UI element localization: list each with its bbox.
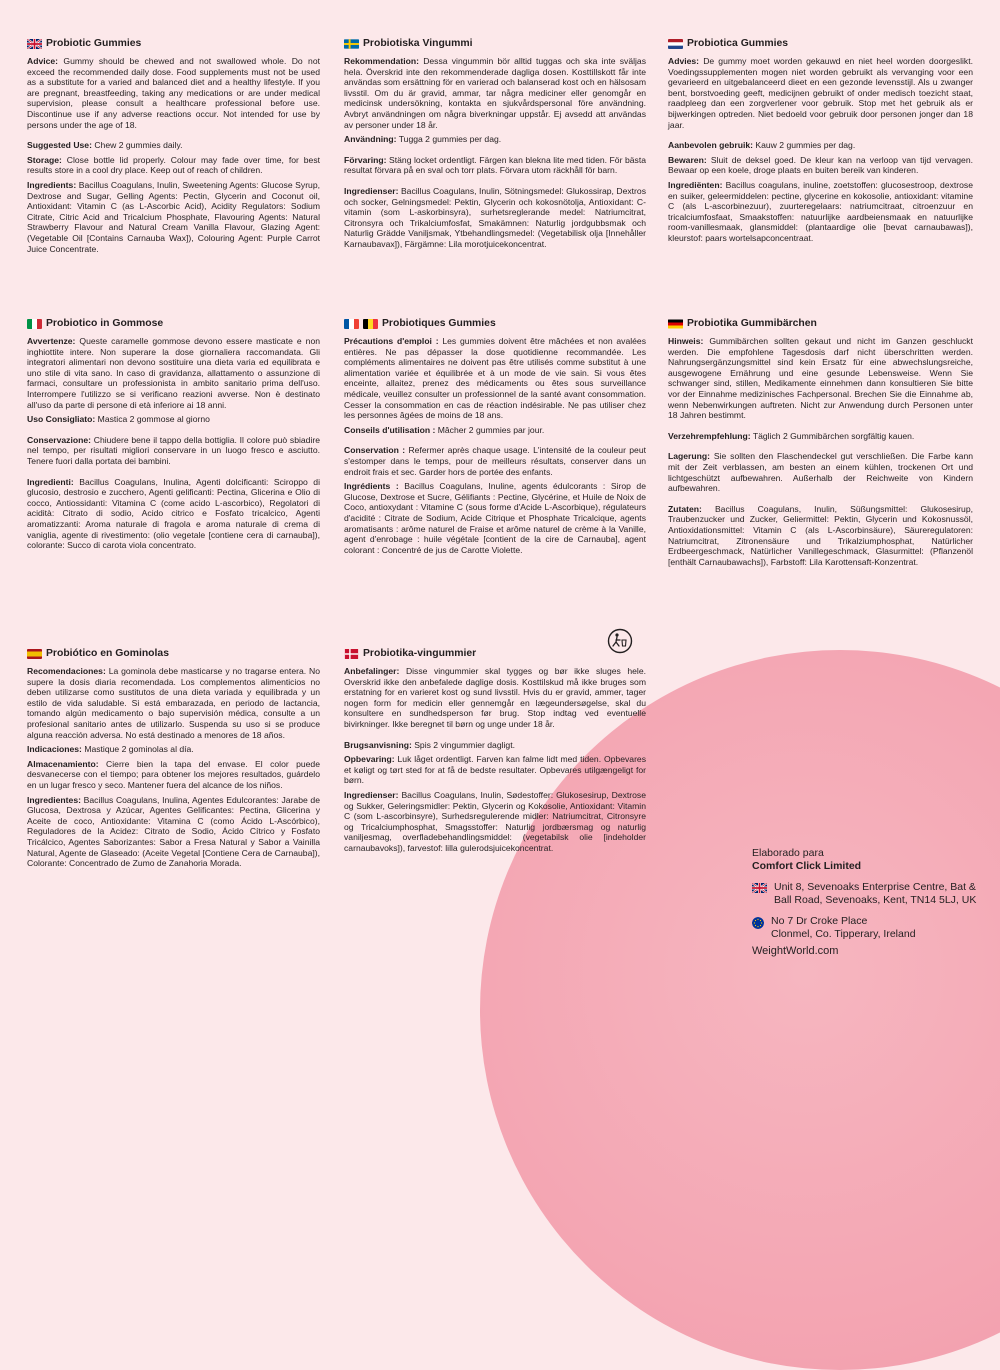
storage-label: Conservazione:: [27, 434, 91, 445]
section-title: Probiótico en Gominolas: [46, 648, 169, 659]
storage-text: Cierre bien la tapa del envase. El color puede desvanecerse con el tiempo; para obtener los mejores resultados, guárdelo en un lugar fresco y seco. Mantener fuera del alcance de los niños.: [27, 758, 320, 790]
advice-label: Précautions d'emploi :: [344, 336, 439, 346]
italy-flag-icon: [27, 319, 42, 329]
section-title: Probiotiques Gummies: [382, 318, 496, 329]
storage-label: Bewaren:: [668, 154, 707, 165]
advice-text: Les gummies doivent être mâchées et non avalées entières. Ne pas dépasser la dose quotidienne recommandée. Les compléments alimentaires ne doivent pas être utilisés comme substitut à une alimentation variée et équilibrée et à un mode de vie sain. Si vous êtes enceinte, allaitez, prenez des médicaments ou êtes sous surveillance médicale, veuillez consulter un professionnel de la santé avant consommation. Cesser la consommation en cas de réaction indésirable. Ne pas utiliser chez les personnes âgées de moins de 18 ans.: [344, 336, 647, 421]
use-text: Chew 2 gummies daily.: [94, 140, 183, 151]
section-title: Probiotic Gummies: [46, 38, 142, 49]
storage-text: Sluit de deksel goed. De kleur kan na verloop van tijd vervagen. Bewaar op een koele, droge plaats en buiten bereik van kinderen.: [668, 154, 974, 176]
advice-text: Gummibärchen sollten gekaut und nicht im Ganzen geschluckt werden. Die empfohlene Tagesdosis darf nicht überschritten werden. Nahrungsergänzungsmittel sind kein Ersatz für eine abwechslungsreiche, ausgewogene Ernährung und eine gesunde Lebensweise. Wenn Sie schwanger sind, stillen, Medikamente einnehmen dann konsultieren Sie bitte vor der Einnahme medizinisches Fachpersonal. Brechen Sie die Einnahme ab, wenn Nebenwirkungen auftreten. Nicht zur Anwendung durch Personen unter 18 Jahren bestimmt.: [668, 336, 973, 421]
advice-text: La gominola debe masticarse y no tragarse entera. No supere la dosis diaria recomendada. Los complementos alimenticios no deben utilizarse como sustitutos de una dieta variada y equilibrada y un estilo de vida saludable. Si está embarazada, en periodo de lactancia, tomando algún medicamento o bajo supervisión médica, consulte a un profesional sanitario antes de utilizarlo. Suspenda su uso si se produce alguna reacción adversa. No está destinado a menores de 18 años.: [27, 666, 320, 740]
storage-text: Sie sollten den Flaschendeckel gut verschließen. Die Farbe kann mit der Zeit verblassen, am besten an einem kühlen, trockenen Ort und lichtgeschützt aufbewahren. Außerhalb der Reichweite von Kindern aufbewahren.: [668, 451, 973, 494]
storage-label: Conservation :: [344, 445, 406, 456]
uk-flag-icon: [27, 39, 42, 49]
ingredients-text: Bacillus Coagulans, Inulina, Agenti dolcificanti: Sciroppo di glucosio, destrosio e zucchero, Agenti gelificanti: Pectina, Glicerina e Olio di cocco, Antiossidanti: Vitamina C (come acido L-ascorbico), Regolatori di acidità: Citrato di sodio, Acido citrico e Fosfato tricalcico, Agenti aromatizzanti: Aroma naturale di fragola e aroma naturale di crema di vaniglia, agente di rivestimento: (olio vegetale [contiene cera di carnauba]), colorante: Succo di carota viola concentrato.: [27, 476, 320, 551]
use-text: Tugga 2 gummies per dag.: [398, 134, 502, 145]
section-title: Probiotiska Vingummi: [363, 38, 473, 49]
use-text: Täglich 2 Gummibärchen sorgfältig kauen.: [752, 430, 915, 441]
ingredients-text: Bacillus coagulans, inuline, zoetstoffen: glucosestroop, dextrose en suiker, geleermiddelen: pectine, glycerine en kokosolie, antioxidant: vitamine C (als L-ascorbinezuur), zuurteregelaars: natriumcitraat, citroenzuur en tricalciumfosfaat, Smaakstoffen: natuurlijke aardbeiensmaak en natuurlijke room-vanillesmaak, glansmiddel: (plantaardige olie [bevat carnaubawas]), kleurstof: paars wortelsapconcentraat.: [668, 179, 973, 243]
advice-text: Queste caramelle gommose devono essere masticate e non inghiottite intere. Non superare la dose giornaliera raccomandata. Gli integratori alimentari non devono sostituire una dieta varia ed equilibrata e uno stile di vita sano. In caso di gravidanza, allattamento o assunzione di farmaci, consultare un professionista in ambito sanitario prima dell'uso. Interrompere l'utilizzo se si verificano reazioni avverse. Non è destinato all'uso da parte di persone di età inferiore ai 18 anni.: [27, 336, 321, 410]
netherlands-flag-icon: [668, 39, 683, 49]
ingredients-text: Bacillus Coagulans, Inulin, Sötningsmedel: Glukossirap, Dextros och socker, Gelningsmedel: Pektin, Glycerin och kokosnötolja, Antioxidant: C-vitamin (som L-askorbinsyra), surhetsreglerande medel: Natriumcitrat, Citronsyra och Trikalciumfosfat, Smakämnen: Naturlig jordgubbsmak och Naturlig Grädde Vaniljsmak, Ytbehandlingsmedel: (Vegetabilisk olja [Innehåller Karnaubavax]), Färgämne: Lila morotjuicekoncentrat.: [344, 185, 646, 249]
company-name: Comfort Click Limited: [752, 860, 862, 872]
ingredients-text: Bacillus Coagulans, Inulin, Sweetening Agents: Glucose Syrup, Dextrose and Sugar, Gelling Agents: Pectin, Glycerin and Coconut oil, Antioxidant: Vitamin C (as L-Ascorbic Acid), Acidity Regulators: Sodium Citrate, Citric Acid and Tricalcium Phosphate, Flavouring Agents: Natural Strawberry Flavour and Natural Cream Vanilla Flavour, Glazing Agent: (Vegetable Oil [Contains Carnauba Wax]), Colouring Agent: Purple Carrot Juice Concentrate.: [27, 179, 321, 254]
storage-label: Almacenamiento:: [27, 758, 99, 769]
section-title: Probiotico in Gommose: [46, 318, 164, 329]
storage-text: Refermer après chaque usage. L'intensité de la couleur peut s'estomper dans le temps, pour de meilleurs résultats, conserver dans un endroit frais et sec. Garder hors de portée des enfants.: [344, 445, 646, 477]
uk-address: Unit 8, Sevenoaks Enterprise Centre, Bat & Ball Road, Sevenoaks, Kent, TN14 5LJ, UK: [774, 881, 977, 906]
use-text: Mastique 2 gominolas al día.: [84, 744, 194, 755]
use-label: Brugsanvisning:: [344, 739, 412, 750]
use-text: Mastica 2 gommose al giorno: [97, 414, 210, 425]
ingredients-text: Bacillus Coagulans, Inulin, Sødestoffer: Glukosesirup, Dextrose og Sukker, Geleringsmidler: Pektin, Glycerin og Kokosolie, Antioxidant: Vitamin C (som L-ascorbinsyre), Surhedsregulerende midler: Natriumcitrat, Citronsyre og Tricalciumphosphat, Smagsstoffer: Naturlig jordbærsmag og naturlig vaniljesmag, overfladebehandlingsmiddel: (vegetabilsk olie [indeholder carnaubavoks]), farvestof: lilla gulerodsjuicekoncentrat.: [344, 789, 647, 853]
use-label: Aanbevolen gebruik:: [668, 140, 753, 151]
sweden-flag-icon: [344, 39, 359, 49]
storage-text: Luk låget ordentligt. Farven kan falme lidt med tiden. Opbevares et køligt og tørt sted for at få de bedste resultater. Opbevares utilgængeligt for børn.: [344, 754, 647, 786]
ie-address-line-1: No 7 Dr Croke Place: [771, 915, 868, 927]
section-german: [668, 318, 973, 571]
ingredients-label: Ingrédients :: [344, 481, 399, 492]
advice-label: Advies:: [668, 56, 700, 66]
denmark-flag-icon: [344, 649, 359, 659]
storage-label: Opbevaring:: [344, 754, 395, 765]
ingredients-label: Ingredienser:: [344, 789, 399, 800]
section-title: Probiotica Gummies: [687, 38, 789, 49]
use-label: Användning:: [344, 134, 397, 145]
storage-label: Förvaring:: [344, 154, 387, 165]
germany-flag-icon: [668, 319, 683, 329]
section-danish: [344, 648, 646, 858]
advice-label: Rekommendation:: [344, 56, 419, 66]
ingredients-text: Bacillus Coagulans, Inulina, Agentes Edulcorantes: Jarabe de Glucosa, Dextrosa y Azúcar, Agentes Gelificantes: Pectina, Glicerina y Aceite de coco, Antioxidante: Vitamina C (como Ácido L-Ascórbico), Reguladores de la Acidez: Citrato de Sodio, Ácido Cítrico y Fosfato Tricálcico, Agentes Saborizantes: Sabor a Fresa Natural y Sabor a Vainilla Natural, Agente de Glaseado: (Aceite Vegetal [Contiene Cera de Carnauba]), Colorante: Concentrado de Zumo de Zanahoria Morada.: [27, 794, 320, 869]
storage-text: Chiudere bene il tappo della bottiglia. Il colore può sbiadire nel tempo, per risultati migliori conservare in un luogo fresco e asciutto. Tenere fuori dalla portata dei bambini.: [27, 434, 321, 466]
section-italian: [27, 318, 320, 555]
advice-label: Advice:: [27, 56, 59, 66]
belgium-flag-icon: [363, 319, 378, 329]
storage-label: Lagerung:: [668, 451, 711, 462]
section-title: Probiotika-vingummier: [363, 648, 477, 659]
use-label: Verzehrempfehlung:: [668, 430, 751, 441]
advice-text: De gummy moet worden gekauwd en niet heel worden doorgeslikt. Voedingssupplementen mogen niet worden gebruikt als vervanging voor een gevarieerd en uitgebalanceerd dieet en een gezonde levensstijl. Als u zwanger bent, borstvoeding geeft, medicijnen gebruikt of onder medisch toezicht staat, raadpleeg dan een zorgverlener voor gebruik. Stop met het gebruik als er bijwerkingen optreden. Niet bedoeld voor gebruik door personen jonger dan 18 jaar.: [668, 56, 973, 130]
section-spanish: [27, 648, 320, 873]
ingredients-text: Bacillus Coagulans, Inulin, Süßungsmittel: Glukosesirup, Traubenzucker und Zucker, Geliermittel: Pektin, Glycerin und Kokosnussöl, Antioxidationsmittel: Vitamin C (als L-Ascorbinsäure), Säureregulatoren: Natriumcitrat, Zitronensäure und Trikalziumphosphat, Natürlicher Erdbeergeschmack, Natürlicher Vanillegeschmack, Glasurmittel: (Pflanzenöl [enthält Carnaubawachs]), Farbstoff: Lila Karottensaft-Konzentrat.: [668, 503, 973, 567]
ie-address-line-2: Clonmel, Co. Tipperary, Ireland: [771, 928, 916, 940]
section-title: Probiotika Gummibärchen: [687, 318, 817, 329]
eu-flag-icon: [752, 917, 764, 929]
advice-text: Dessa vingummin bör alltid tuggas och ska inte sväljas hela. Överskrid inte den rekommenderade dagliga dosen. Kosttillskott får inte användas som ersättning för en varierad och balanserad kost och en hälsosam livsstil. Om du är gravid, ammar, tar några mediciner eller genomgår en medicinsk undersökning, kontakta en sjukvårdspersonal före användning. Avbryt användningen om några biverkningar uppstår. Ej avsedd att användas av personer under 18 år.: [344, 56, 647, 130]
advice-text: Disse vingummier skal tygges og bør ikke sluges hele. Overskrid ikke den anbefalede daglige dosis. Kosttilskud må ikke bruges som erstatning for en varieret kost og sund livsstil. Hvis du er gravid, ammer, tager nogen form for medicin eller gennemgår en lægeundersøgelse, skal du konsultere en sundhedsperson før brug. Stop indtag ved eventuelle bivirkninger. Ikke beregnet til børn og unge under 18 år.: [344, 666, 646, 729]
use-text: Kauw 2 gummies per dag.: [755, 140, 856, 151]
tidyman-recycle-icon: [607, 628, 633, 654]
use-label: Conseils d'utilisation :: [344, 424, 436, 435]
use-text: Mâcher 2 gummies par jour.: [437, 424, 545, 435]
use-label: Suggested Use:: [27, 140, 92, 151]
manufacturer-info: [752, 847, 982, 958]
advice-text: Gummy should be chewed and not swallowed whole. Do not exceed the recommended daily dose. Food supplements must not be used as a substitute for a varied and balanced diet and a healthy lifestyle. If you are pregnant, breastfeeding, taking any medications or are under medical supervision, please consult a healthcare professional before use. Discontinue use if any adverse reactions occur. Not intended for use by persons under the age of 18.: [27, 56, 320, 130]
advice-label: Hinweis:: [668, 336, 704, 346]
uk-flag-icon: [752, 883, 767, 893]
section-french: [344, 318, 646, 559]
ingredients-label: Ingredients:: [27, 179, 77, 190]
advice-label: Avvertenze:: [27, 336, 76, 346]
ingredients-label: Ingredienser:: [344, 185, 399, 196]
spain-flag-icon: [27, 649, 42, 659]
made-for-label: Elaborado para: [752, 847, 824, 859]
ingredients-text: Bacillus Coagulans, Inuline, agents édulcorants : Sirop de Glucose, Dextrose et Sucre, Gélifiants : Pectine, Glycérine, et Huile de Noix de Coco, antioxydant : Vitamine C (sous forme d'Acide L-Ascorbique), régulateurs d'acidité : Citrate de Sodium, Acide Citrique et Phosphate Tricalcique, agents aromatisants : arôme naturel de Fraise et arôme naturel de crème à la Vanille, agent d'enrobage : huile végétale [contient de la cire de Carnauba], agent colorant : Concentré de jus de Carotte Violette.: [344, 481, 646, 555]
ingredients-label: Zutaten:: [668, 503, 702, 514]
use-label: Indicaciones:: [27, 744, 82, 755]
storage-label: Storage:: [27, 154, 62, 165]
use-label: Uso Consigliato:: [27, 414, 96, 425]
section-dutch: [668, 38, 973, 248]
ingredients-label: Ingrediënten:: [668, 179, 723, 190]
use-text: Spis 2 vingummier dagligt.: [414, 739, 515, 750]
ingredients-label: Ingredientes:: [27, 794, 81, 805]
france-flag-icon: [344, 319, 359, 329]
website-link[interactable]: WeightWorld.com: [752, 945, 839, 957]
advice-label: Recomendaciones:: [27, 666, 106, 676]
storage-text: Stäng locket ordentligt. Färgen kan blekna lite med tiden. För bästa resultat förvara på en sval och torr plats. Förvara utom räckhåll för barn.: [344, 154, 646, 176]
storage-text: Close bottle lid properly. Colour may fade over time, for best results store in a cool dry place. Keep out of reach of children.: [27, 154, 321, 176]
section-english: [27, 38, 320, 258]
section-swedish: [344, 38, 646, 254]
advice-label: Anbefalinger:: [344, 666, 400, 676]
ingredients-label: Ingredienti:: [27, 476, 74, 487]
